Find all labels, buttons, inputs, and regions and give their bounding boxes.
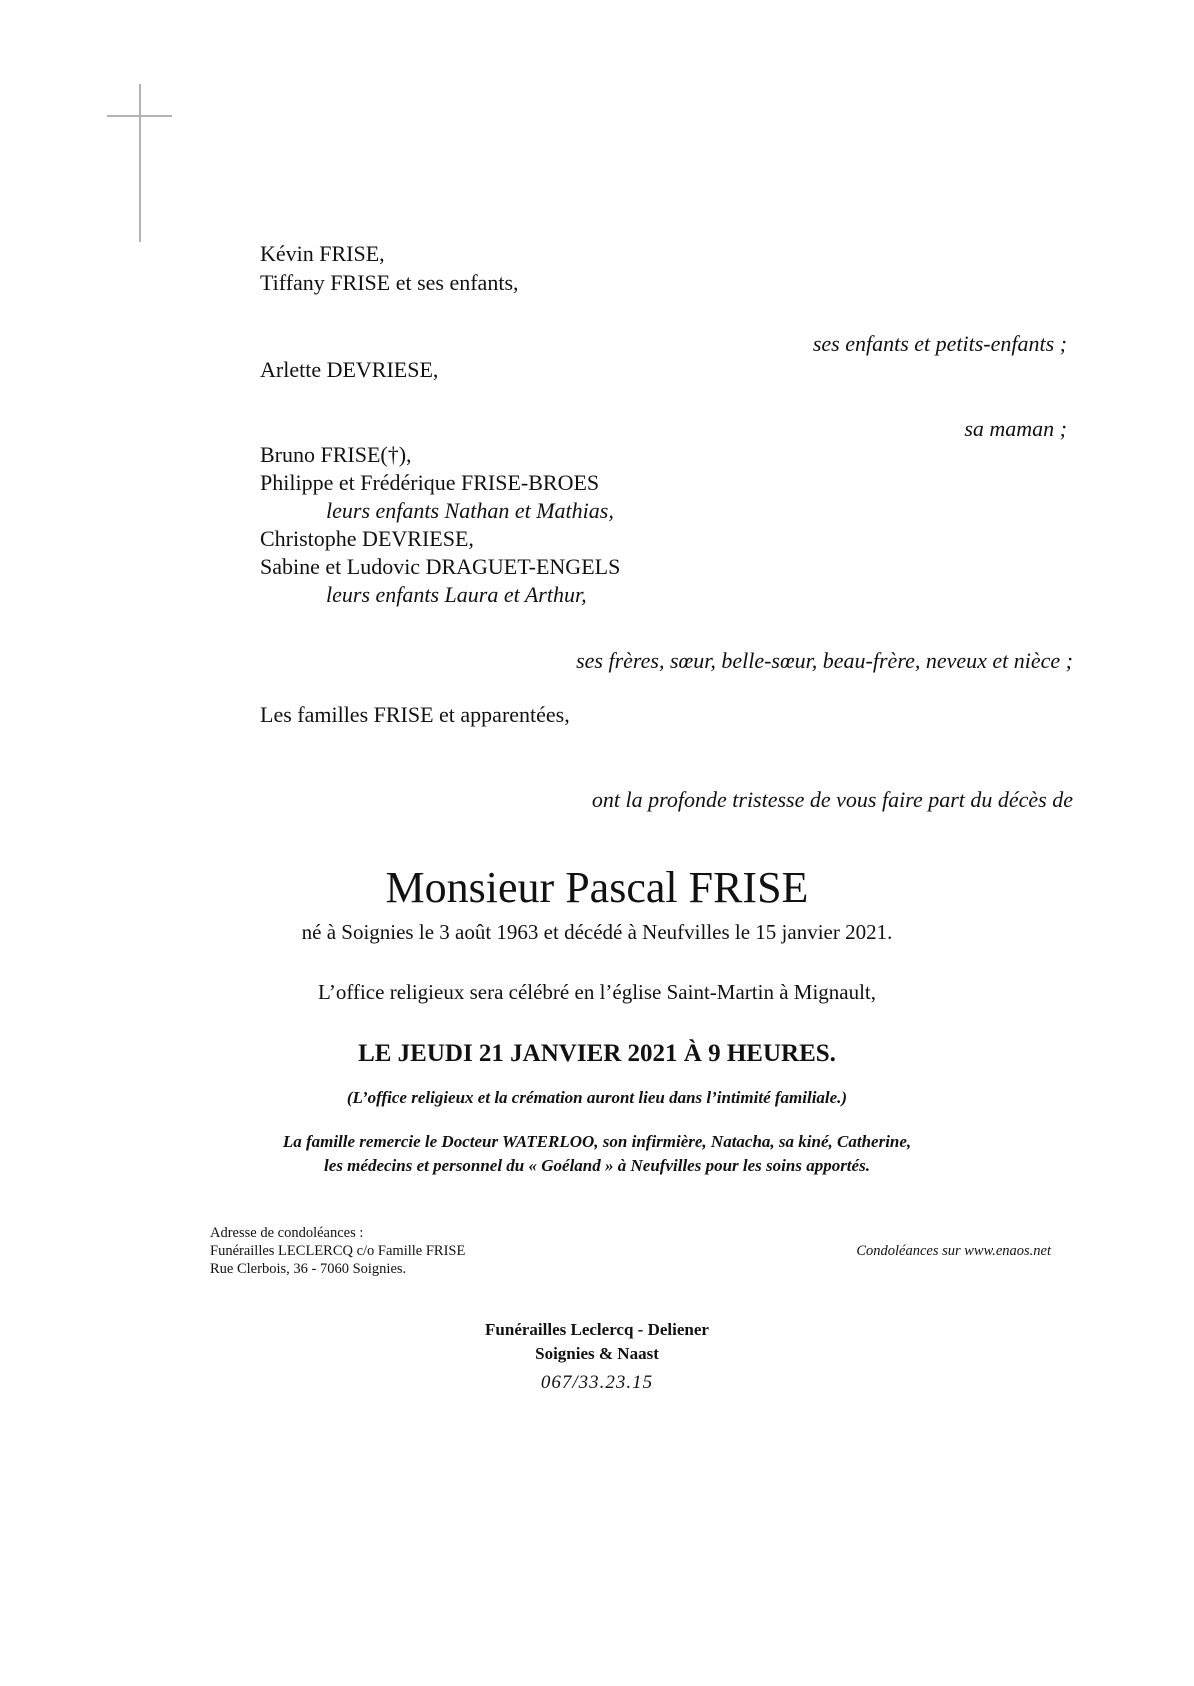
condolence-address-line: Funérailles LECLERCQ c/o Famille FRISE: [210, 1243, 466, 1259]
family-member-line: leurs enfants Laura et Arthur,: [326, 582, 587, 607]
relation-label: ses frères, sœur, belle-sœur, beau-frère, neveux et nièce ;: [576, 648, 1073, 673]
ceremony-datetime: LE JEUDI 21 JANVIER 2021 À 9 HEURES.: [358, 1040, 836, 1067]
family-member-line: Kévin FRISE,: [260, 241, 385, 266]
cross-horizontal-bar: [107, 115, 172, 117]
cross-vertical-bar: [139, 84, 141, 242]
family-member-line: Sabine et Ludovic DRAGUET-ENGELS: [260, 554, 621, 579]
funeral-home-locations: Soignies & Naast: [535, 1344, 659, 1363]
online-condolences-link[interactable]: Condoléances sur www.enaos.net: [856, 1243, 1051, 1259]
family-member-line: leurs enfants Nathan et Mathias,: [326, 498, 614, 523]
relation-label: ses enfants et petits-enfants ;: [812, 331, 1067, 356]
family-member-line: Bruno FRISE(†),: [260, 442, 412, 467]
announcement-text: ont la profonde tristesse de vous faire part du décès de: [591, 787, 1073, 812]
family-member-line: Arlette DEVRIESE,: [260, 357, 439, 382]
deceased-dates: né à Soignies le 3 août 1963 et décédé à Neufvilles le 15 janvier 2021.: [301, 920, 893, 944]
family-member-line: Tiffany FRISE et ses enfants,: [260, 270, 519, 295]
deceased-name: Monsieur Pascal FRISE: [385, 863, 809, 912]
family-member-line: Philippe et Frédérique FRISE-BROES: [260, 470, 600, 495]
family-member-line: Christophe DEVRIESE,: [260, 526, 474, 551]
thanks-line: les médecins et personnel du « Goéland » à Neufvilles pour les soins apportés.: [324, 1156, 870, 1175]
relation-label: sa maman ;: [964, 416, 1067, 441]
funeral-home-name: Funérailles Leclercq - Deliener: [485, 1320, 709, 1339]
condolence-address-line: Rue Clerbois, 36 - 7060 Soignies.: [210, 1261, 407, 1277]
thanks-line: La famille remercie le Docteur WATERLOO, son infirmière, Natacha, sa kiné, Catherine,: [282, 1132, 912, 1151]
funeral-home-phone: 067/33.23.15: [540, 1372, 654, 1393]
family-member-line: Les familles FRISE et apparentées,: [260, 702, 570, 727]
privacy-note: (L’office religieux et la crémation auront lieu dans l’intimité familiale.): [346, 1088, 848, 1107]
condolence-address-label: Adresse de condoléances :: [210, 1225, 364, 1241]
ceremony-location: L’office religieux sera célébré en l’église Saint-Martin à Mignault,: [317, 980, 877, 1004]
